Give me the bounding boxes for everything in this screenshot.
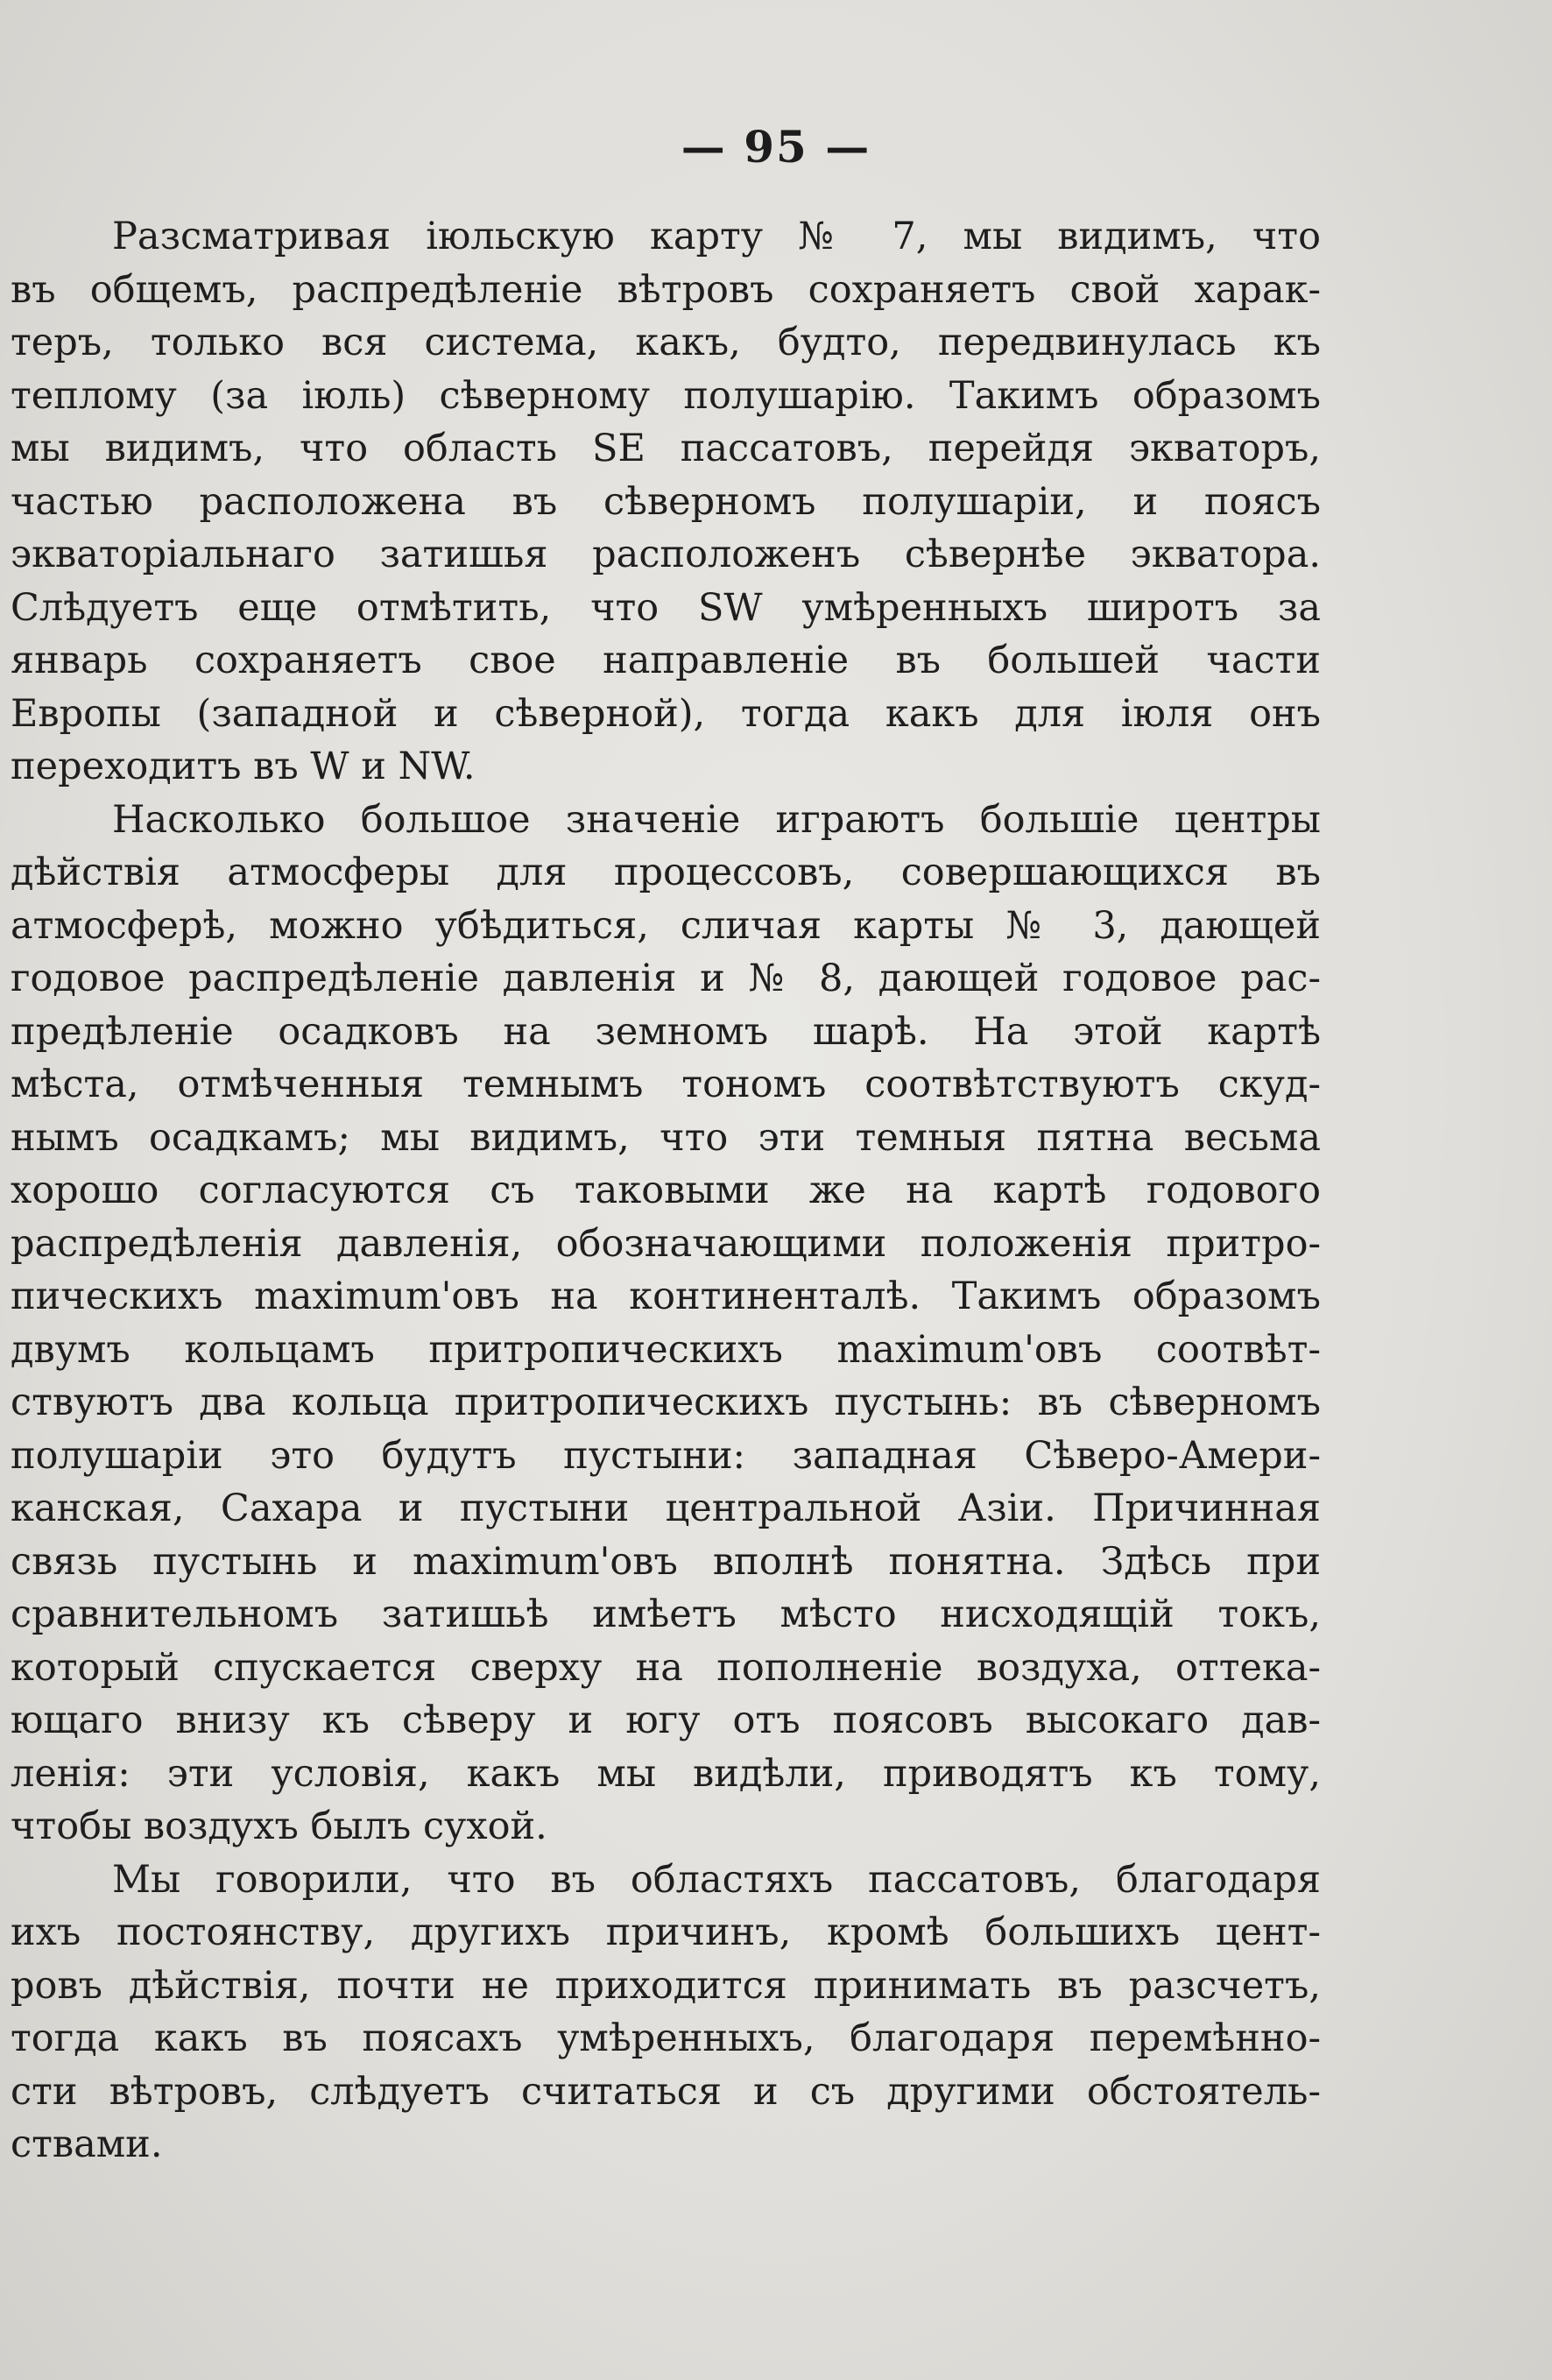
- text-line: нымъ осадкамъ; мы видимъ, что эти темныя пятна весьма: [11, 1115, 1321, 1160]
- text-line: Разсматривая іюльскую карту № 7, мы видимъ, что: [112, 215, 1321, 258]
- paragraph: [11, 794, 1321, 1854]
- text-line: сти вѣтровъ, слѣдуетъ считаться и съ другими обстоятель-: [11, 2069, 1321, 2114]
- text-line: Слѣдуетъ еще отмѣтить, что SW умѣренныхъ широтъ за: [11, 585, 1321, 630]
- text-line: годовое распредѣленіе давленія и № 8, дающей годовое рас-: [11, 957, 1321, 1000]
- text-line: въ общемъ, распредѣленіе вѣтровъ сохраняетъ свой харак-: [11, 267, 1321, 312]
- text-line: полушаріи это будутъ пустыни: западная Сѣверо-Амери-: [11, 1433, 1321, 1478]
- page-number: — 95 —: [681, 121, 871, 173]
- paragraph: [11, 1854, 1321, 2172]
- text-line: мы видимъ, что область SE пассатовъ, перейдя экваторъ,: [11, 427, 1321, 470]
- text-line: ленія: эти условія, какъ мы видѣли, приводятъ къ тому,: [11, 1751, 1321, 1796]
- text-line: который спускается сверху на пополненіе воздуха, оттека-: [11, 1645, 1321, 1690]
- text-line: хорошо согласуются съ таковыми же на картѣ годового: [11, 1169, 1321, 1212]
- text-line: Мы говорили, что въ областяхъ пассатовъ, благодаря: [112, 1857, 1321, 1902]
- text-line: экваторіальнаго затишья расположенъ сѣвернѣе экватора.: [11, 533, 1321, 576]
- text-line: канская, Сахара и пустыни центральной Азіи. Причинная: [11, 1487, 1321, 1530]
- text-line: связь пустынь и maximum'овъ вполнѣ понятна. Здѣсь при: [11, 1539, 1321, 1584]
- text-line: пическихъ maximum'овъ на континенталѣ. Такимъ образомъ: [11, 1275, 1321, 1318]
- body-text: [11, 210, 1321, 2172]
- text-line: ихъ постоянству, другихъ причинъ, кромѣ большихъ цент-: [11, 1910, 1321, 1954]
- text-line: частью расположена въ сѣверномъ полушаріи, и поясъ: [11, 479, 1321, 524]
- text-line: дѣйствія атмосферы для процессовъ, совершающихся въ: [11, 851, 1321, 894]
- text-line: ровъ дѣйствія, почти не приходится принимать въ разсчетъ,: [11, 1963, 1321, 2008]
- text-line: тогда какъ въ поясахъ умѣренныхъ, благодаря перемѣнно-: [11, 2016, 1321, 2060]
- text-line: переходитъ въ W и NW.: [11, 745, 476, 788]
- text-line: ющаго внизу къ сѣверу и югу отъ поясовъ высокаго дав-: [11, 1698, 1321, 1742]
- text-line: теплому (за іюль) сѣверному полушарію. Такимъ образомъ: [11, 373, 1321, 418]
- paragraph: [11, 210, 1321, 794]
- text-line: мѣста, отмѣченныя темнымъ тономъ соотвѣтствуютъ скуд-: [11, 1063, 1321, 1106]
- text-line: Насколько большое значеніе играютъ большіе центры: [112, 797, 1321, 842]
- text-line: предѣленіе осадковъ на земномъ шарѣ. На этой картѣ: [11, 1009, 1321, 1054]
- text-line: ствуютъ два кольца притропическихъ пустынь: въ сѣверномъ: [11, 1381, 1321, 1424]
- text-line: двумъ кольцамъ притропическихъ maximum'овъ соотвѣт-: [11, 1327, 1321, 1372]
- text-line: атмосферѣ, можно убѣдиться, сличая карты № 3, дающей: [11, 903, 1321, 948]
- text-line: теръ, только вся система, какъ, будто, передвинулась къ: [11, 321, 1321, 364]
- text-line: ствами.: [11, 2122, 163, 2166]
- text-line: Европы (западной и сѣверной), тогда какъ для іюля онъ: [11, 691, 1321, 736]
- text-line: распредѣленія давленія, обозначающими положенія притро-: [11, 1221, 1321, 1266]
- text-line: сравнительномъ затишьѣ имѣетъ мѣсто нисходящій токъ,: [11, 1593, 1321, 1636]
- text-line: январь сохраняетъ свое направленіе въ большей части: [11, 639, 1321, 682]
- text-line: чтобы воздухъ былъ сухой.: [11, 1804, 547, 1848]
